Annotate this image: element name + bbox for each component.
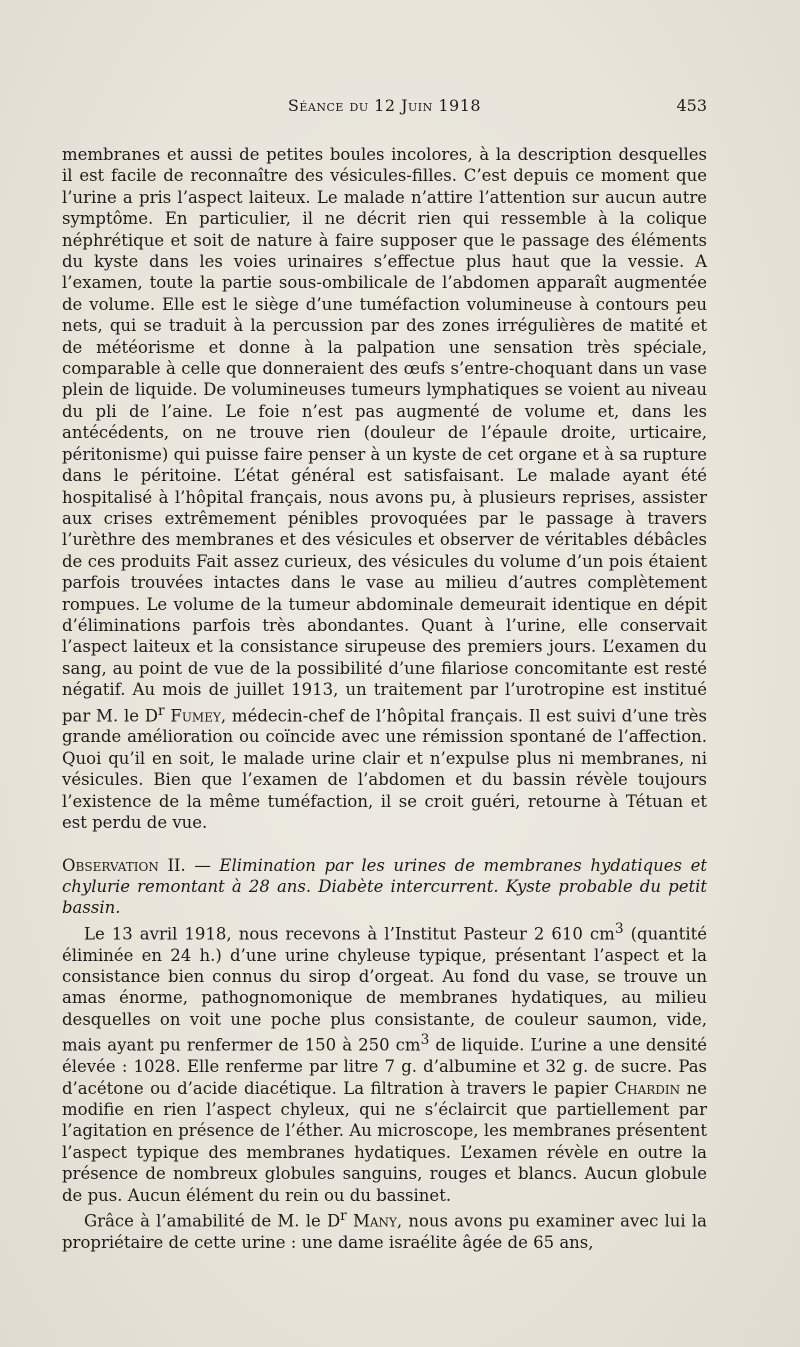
observation-description: Elimination par les urines de membranes hydatiques et chylurie remontant à 28 ans. Diabète intercurrent. Kyste probable du petit bassin. xyxy=(62,855,707,918)
cubic-sup-1: 3 xyxy=(614,920,624,937)
observation-heading xyxy=(62,855,707,919)
paragraph-3-text: Grâce à l’amabilité de M. le D xyxy=(84,1211,341,1231)
person-name-chardin: Chardin xyxy=(614,1078,681,1098)
paragraph-3-end: , nous avons pu examiner avec lui la propriétaire de cette urine : une dame israélite âgée de 65 ans, xyxy=(62,1211,707,1252)
doctor-abbrev-sup: r xyxy=(158,702,165,719)
observation-label: Observation II. xyxy=(62,855,186,875)
paragraph-2 xyxy=(62,919,707,1206)
page-header xyxy=(62,96,707,122)
paragraph-2-text: Le 13 avril 1918, nous recevons à l’Institut Pasteur 2 610 cm xyxy=(84,924,615,944)
paragraph-continuation xyxy=(62,144,707,834)
page-number: 453 xyxy=(676,96,707,115)
person-name-many: Many xyxy=(352,1211,397,1231)
paragraph-3 xyxy=(62,1206,707,1253)
paragraph-1-text: membranes et aussi de petites boules incolores, à la description desquelles il est facile de reconnaître des vésicules-filles. C’est depuis ce moment que l’urine a pris l’aspect laiteux. Le malade n’attire l’attention sur aucun autre symptôme. En particulier, il ne décrit rien qui ressemble à la colique néphrétique et soit de nature à faire supposer que le passage des éléments du kyste dans les voies urinaires s’effectue plus haut que la vessie. A l’examen, toute la partie sous-ombilicale de l’abdomen apparaît augmentée de volume. Elle est le siège d’une tuméfaction volumineuse à contours peu nets, qui se traduit à la percussion par des zones irrégulières de matité et de météorisme et donne à la palpation une sensation très spéciale, comparable à celle que donneraient des œufs s’entre-choquant dans un vase plein de liquide. De volumineuses tumeurs lymphatiques se voient au niveau du pli de l’aine. Le foie n’est pas augmenté de volume et, dans les antécédents, on ne trouve rien (douleur de l’épaule droite, urticaire, péritonisme) qui puisse faire penser à un kyste de cet organe et à sa rupture dans le péritoine. L’état général est satisfaisant. Le malade ayant été hospitalisé à l’hôpital français, nous avons pu, à plusieurs reprises, assister aux crises extrêmement pénibles provoquées par le passage à travers l’urèthre des membranes et des vésicules et observer de véritables débâcles de ces produits Fait assez curieux, des vésicules du volume d’un pois étaient parfois trouvées intactes dans le vase au milieu d’autres complètement rompues. Le volume de la tumeur abdominale demeurait identique en dépit d’éliminations parfois très abondantes. Quant à l’urine, elle conservait l’aspect laiteux et la consistance sirupeuse des premiers jours. L’examen du sang, au point de vue de la possibilité d’une filariose concomitante est resté négatif. Au mois de juillet 1913, un traitement par l’urotropine est institué par M. le D xyxy=(62,145,707,726)
cubic-sup-2: 3 xyxy=(420,1032,430,1049)
paragraph-2-mid: (quantité éliminée en 24 h.) d’une urine chyleuse typique, présentant l’aspect et la consistance bien connus du sirop d’orgeat. Au fond du vase, se trouve un amas énorme, pathognomonique de membranes hydatiques, au milieu desquelles on voit une poche plus consistante, de couleur saumon, vide, mais ayant pu renfermer de 150 à 250 cm xyxy=(62,924,707,1055)
doctor-abbrev-sup-2: r xyxy=(340,1208,347,1224)
person-name-fumey: Fumey xyxy=(170,706,221,726)
body-text xyxy=(62,144,707,1253)
paragraph-2-end: ne modifie en rien l’aspect chyleux, qui ne s’éclaircit que partiellement par l’agitation en présence de l’éther. Au microscope, les membranes présentent l’aspect typique des membranes hydatiques. L’examen révèle en outre la présence de nombreux globules sanguins, rouges et blancs. Aucun globule de pus. Aucun élément du rein ou du bassinet. xyxy=(62,1078,708,1205)
paragraph-1-end: , médecin-chef de l’hôpital français. Il est suivi d’une très grande amélioration ou coïncide avec une rémission spontané de l’affection. Quoi qu’il en soit, le malade urine clair et n’expulse plus ni membranes, ni vésicules. Bien que l’examen de l’abdomen et du bassin révèle toujours l’existence de la même tuméfaction, il se croit guéri, retourne à Tétuan et est perdu de vue. xyxy=(62,706,708,833)
observation-dash: — xyxy=(185,855,220,875)
paragraph-2-mid2: de liquide. L’urine a une densité élevée : 1028. Elle renferme par litre 7 g. d’albumine et 32 g. de sucre. Pas d’acétone ou d’acide diacétique. La filtration à travers le papier xyxy=(62,1035,707,1098)
running-title: Séance du 12 Juin 1918 xyxy=(287,96,482,115)
